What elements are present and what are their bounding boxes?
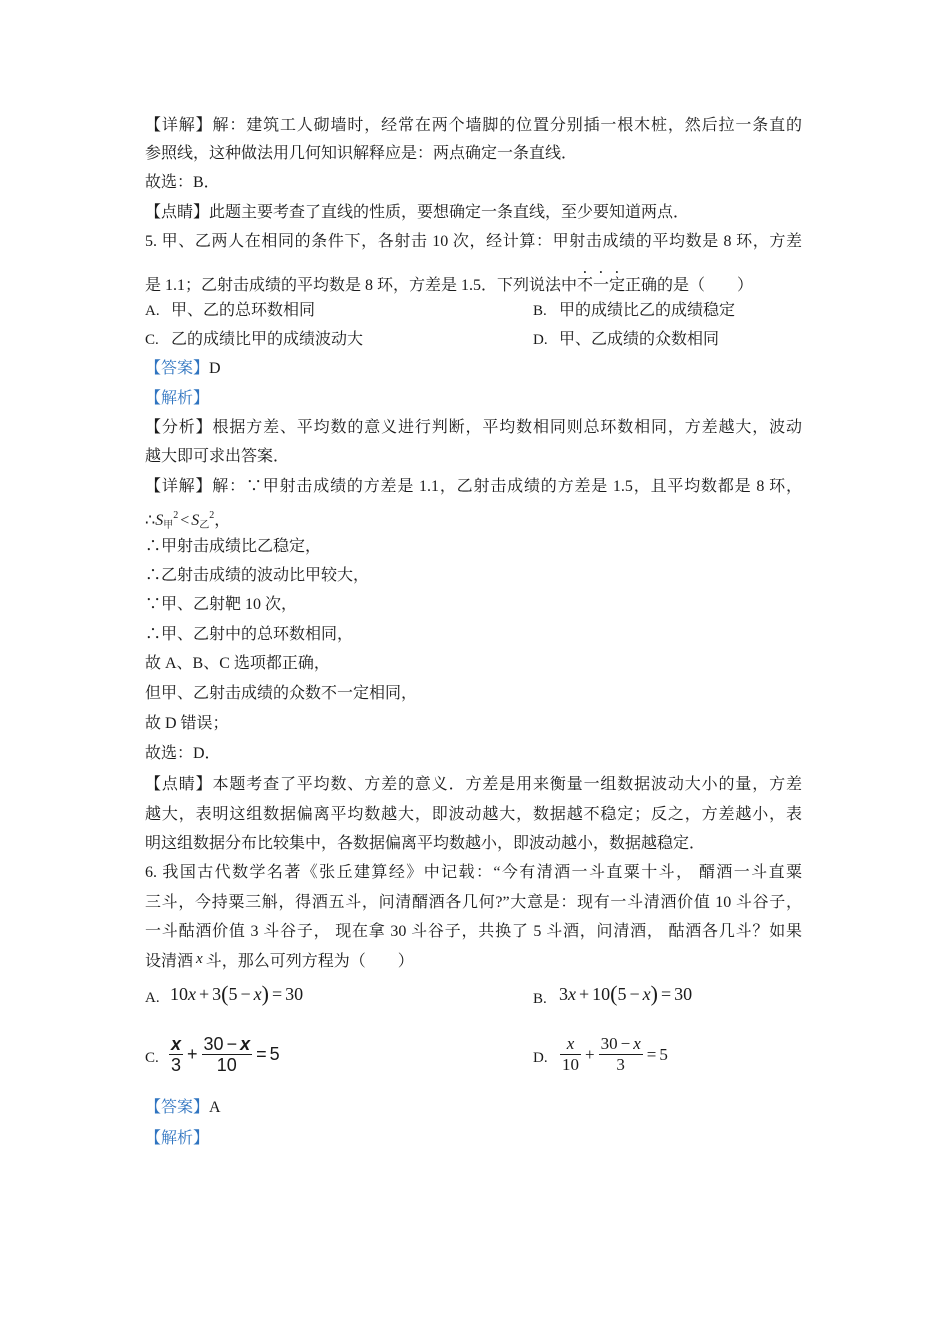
q5-step: ∴甲射击成绩比乙稳定，	[145, 538, 322, 555]
option-text: 甲、乙成绩的众数相同	[559, 331, 720, 348]
relation-symbol: <	[180, 512, 190, 529]
q6-stem-line-4	[145, 952, 414, 972]
denominator: 3	[171, 1055, 182, 1075]
q5-step: 故 A、B、C 选项都正确，	[145, 655, 330, 672]
option-text: 乙的成绩比甲的成绩波动大	[171, 331, 364, 348]
q6-option-a-equation: 10x + 3(5 − x) = 30	[170, 981, 304, 1006]
superscript: 2	[209, 510, 215, 521]
numerator: 30 − x	[203, 1034, 251, 1054]
variable-x: x	[196, 951, 203, 967]
q5-detail-line: 【详解】解：∵甲射击成绩的方差是 1.1，乙射击成绩的方差是 1.5，且平均数都是 8 环，	[145, 478, 802, 495]
subscript: 乙	[199, 520, 210, 531]
q5-stem-text-after: 正确的是（ ）	[625, 277, 754, 294]
q6-analysis-label: 【解析】	[145, 1130, 210, 1147]
option-label: C.	[145, 332, 159, 348]
fraction	[169, 1034, 183, 1075]
answer-label: 【答案】	[145, 1099, 210, 1116]
plus-operator: +	[585, 1044, 595, 1064]
therefore-symbol: ∴	[145, 512, 156, 529]
q6-option-b-equation: 3x + 10(5 − x) = 30	[559, 981, 693, 1006]
variance-symbol: S	[155, 512, 164, 529]
q4-comment: 【点睛】此题主要考查了直线的性质，要想确定一条直线，至少要知道两点．	[145, 204, 690, 221]
answer-value: D	[209, 360, 221, 377]
q5-analysis-line-1: 【分析】根据方差、平均数的意义进行判断，平均数相同则总环数相同，方差越大，波动	[145, 419, 802, 436]
q5-option-b	[533, 301, 735, 321]
q6-stem-line-2: 三斗，今持粟三斛，得酒五斗，问清醑酒各几何?”大意是：现有一斗清酒价值 10 斗谷子，	[145, 894, 802, 911]
subscript: 甲	[163, 520, 174, 531]
q6-option-d-label: D.	[533, 1050, 548, 1066]
q6-option-a-label: A.	[145, 990, 160, 1006]
q6-stem-line-1: 6. 我国古代数学名著《张丘建算经》中记载：“今有清酒一斗直粟十斗， 醑酒一斗直粟	[145, 864, 802, 881]
answer-value: A	[209, 1099, 221, 1116]
q5-comment-line-3: 明这组数据分布比较集中，各数据偏离平均数越小，即波动越小，数据越稳定．	[145, 835, 706, 852]
q5-analysis-line-2: 越大即可求出答案．	[145, 448, 290, 465]
q5-answer	[145, 359, 221, 379]
denominator: 10	[216, 1055, 237, 1075]
q5-stem-line-1: 5. 甲、乙两人在相同的条件下，各射击 10 次，经计算：甲射击成绩的平均数是 8 环，方差	[145, 233, 802, 250]
numerator: x	[566, 1034, 575, 1053]
q5-choice: 故选：D．	[145, 745, 221, 762]
q5-step: 故 D 错误；	[145, 715, 229, 732]
numerator: x	[171, 1034, 182, 1054]
superscript: 2	[173, 510, 179, 521]
q5-option-c	[145, 330, 363, 350]
q5-step: ∵甲、乙射靶 10 次，	[145, 596, 298, 613]
option-label: B.	[533, 303, 547, 319]
q5-step: ∴甲、乙射中的总环数相同，	[145, 626, 354, 643]
q6-answer	[145, 1098, 221, 1118]
q6-option-c-equation	[168, 1034, 280, 1075]
q6-option-b-label: B.	[533, 991, 547, 1007]
plus-operator: +	[187, 1044, 198, 1064]
q5-option-d	[533, 330, 719, 350]
q5-analysis-label: 【解析】	[145, 390, 210, 407]
q5-stem-line-2	[145, 268, 753, 296]
numerator: 30 − x	[600, 1034, 641, 1053]
punctuation: ，	[214, 512, 231, 529]
q5-stem-text-before: 是 1.1；乙射击成绩的平均数是 8 环，方差是 1.5．下列说法中	[145, 277, 578, 294]
fraction	[560, 1034, 581, 1075]
q5-comment-line-1: 【点睛】本题考查了平均数、方差的意义．方差是用来衡量一组数据波动大小的量，方差	[145, 776, 802, 793]
fraction	[202, 1034, 253, 1075]
right-hand-side: = 5	[646, 1044, 668, 1064]
q6-stem-line-3: 一斗酤酒价值 3 斗谷子， 现在拿 30 斗谷子，共换了 5 斗酒，问清酒， 酤酒各几斗？如果	[145, 923, 802, 940]
emphasized-text: 不一定	[577, 277, 626, 294]
denominator: 3	[616, 1055, 625, 1074]
q4-choice: 故选：B．	[145, 174, 220, 191]
q5-inequality	[145, 506, 230, 536]
q6-option-d-equation	[559, 1034, 668, 1075]
option-text: 甲、乙的总环数相同	[171, 302, 316, 319]
q5-comment-line-2: 越大，表明这组数据偏离平均数越大，即波动越大，数据越不稳定；反之，方差越小，表	[145, 806, 802, 823]
q6-option-c-label: C.	[145, 1050, 159, 1066]
option-text: 甲的成绩比乙的成绩稳定	[559, 302, 736, 319]
q5-step: 但甲、乙射击成绩的众数不一定相同，	[145, 685, 418, 702]
option-label: D.	[533, 332, 548, 348]
variance-symbol: S	[191, 512, 200, 529]
q5-option-a	[145, 301, 315, 321]
answer-label: 【答案】	[145, 360, 210, 377]
denominator: 10	[562, 1055, 579, 1074]
right-hand-side: = 5	[256, 1044, 280, 1064]
option-label: A.	[145, 303, 160, 319]
fraction	[599, 1034, 643, 1075]
q6-stem-text-before: 设清酒	[145, 953, 194, 970]
q5-step: ∴乙射击成绩的波动比甲较大，	[145, 567, 370, 584]
q4-detail-line: 【详解】解：建筑工人砌墙时，经常在两个墙脚的位置分别插一根木桩，然后拉一条直的	[145, 117, 802, 134]
q4-detail-continuation: 参照线，这种做法用几何知识解释应是：两点确定一条直线．	[145, 145, 578, 162]
q6-stem-text-after: 斗，那么可列方程为（ ）	[205, 953, 414, 970]
